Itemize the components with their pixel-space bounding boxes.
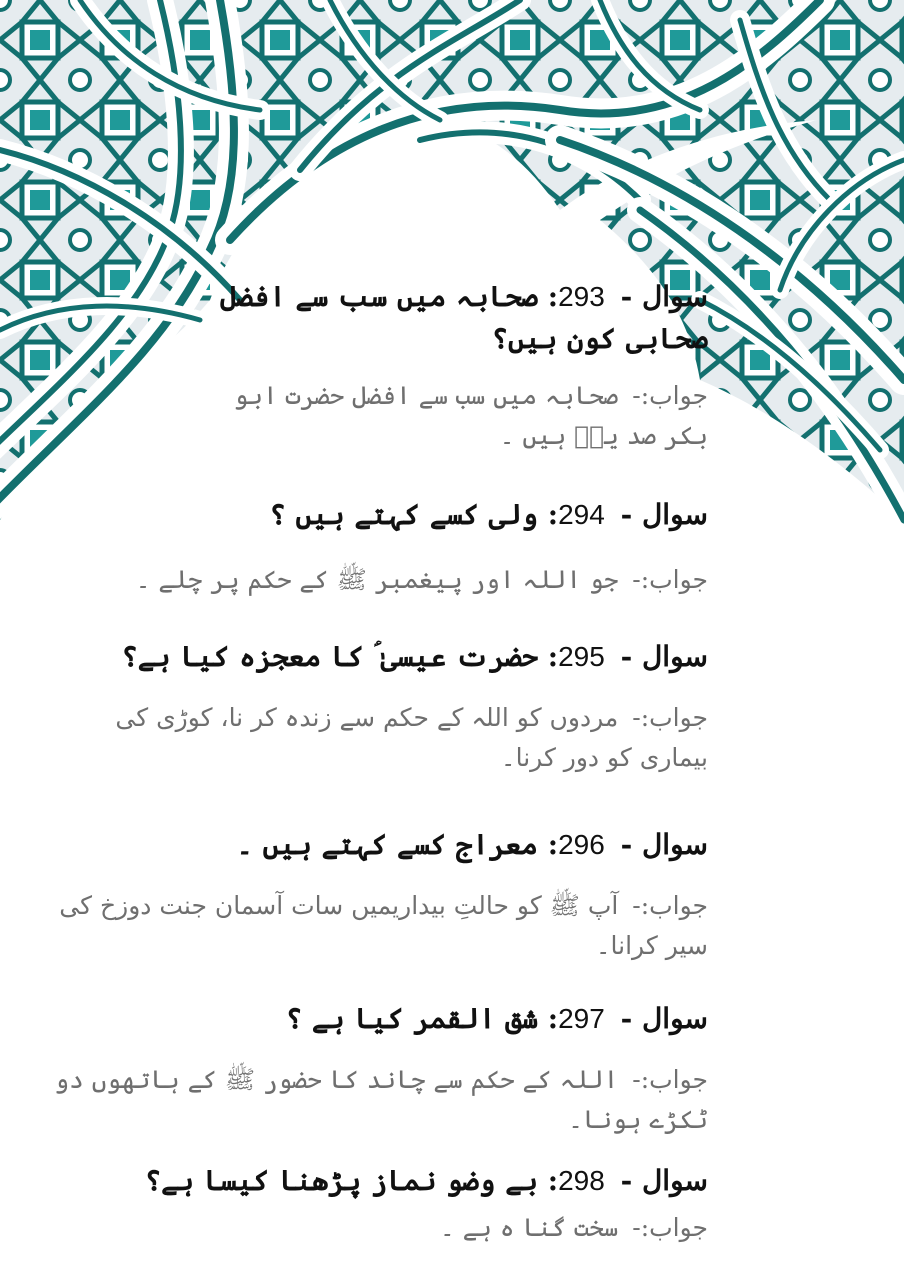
question-number: 295 (558, 641, 605, 672)
answer-prefix: جواب:- (632, 565, 708, 594)
question-number: 298 (558, 1165, 605, 1196)
answer-prefix: جواب:- (632, 381, 708, 410)
answer-text: آپ ﷺ کو حالتِ بیداریمیں سات آسمان جنت دوزخ کی سیر کرانا۔ (59, 891, 708, 960)
question-text: : شق القمر کیا ہے ؟ (285, 1002, 559, 1035)
qa-block-296 (40, 824, 708, 966)
question-293 (200, 276, 708, 360)
question-prefix: سوال - (610, 1164, 708, 1197)
question-text: : بے وضو نماز پڑھنا کیسا ہے؟ (144, 1164, 559, 1197)
question-text: : ولی کسے کہتے ہیں ؟ (269, 498, 559, 531)
question-number: 294 (558, 499, 605, 530)
question-prefix: سوال - (610, 498, 708, 531)
answer-296 (40, 886, 708, 966)
question-text: : معراج کسے کہتے ہیں ۔ (236, 828, 559, 861)
question-prefix: سوال - (610, 1002, 708, 1035)
question-298 (40, 1160, 708, 1202)
question-number: 297 (558, 1003, 605, 1034)
question-295 (40, 636, 708, 678)
qa-block-298 (40, 1160, 708, 1248)
answer-text: مردوں کو اللہ کے حکم سے زندہ کر نا، کوڑی کی بیماری کو دور کرنا۔ (115, 703, 708, 772)
question-prefix: سوال - (610, 280, 708, 313)
qa-block-295 (40, 636, 708, 778)
answer-298 (40, 1208, 708, 1248)
question-296 (40, 824, 708, 866)
question-297 (40, 998, 708, 1040)
answer-prefix: جواب:- (632, 891, 708, 920)
answer-text: سخت گنا ہ ہے ۔ (440, 1213, 619, 1242)
question-text: : صحابہ میں سب سے افضل صحابی کون ہیں؟ (220, 280, 708, 355)
answer-prefix: جواب:- (632, 703, 708, 732)
qa-block-294 (40, 494, 708, 600)
question-294 (40, 494, 708, 536)
question-text: : حضرت عیسیٰ ؑ کا معجزہ کیا ہے؟ (121, 640, 559, 673)
question-prefix: سوال - (610, 828, 708, 861)
answer-297 (40, 1060, 708, 1140)
qa-block-293 (200, 276, 708, 456)
answer-text: جو اللہ اور پیغمبر ﷺ کے حکم پر چلے ۔ (135, 565, 619, 594)
answer-295 (40, 698, 708, 778)
answer-prefix: جواب:- (632, 1065, 708, 1094)
answer-293 (200, 376, 708, 456)
qa-block-297 (40, 998, 708, 1140)
question-number: 296 (558, 829, 605, 860)
answer-text: اللہ کے حکم سے چاند کا حضور ﷺ کے ہاتھوں دو ٹکڑے ہونا۔ (54, 1065, 708, 1134)
answer-294 (40, 560, 708, 600)
question-number: 293 (558, 281, 605, 312)
question-prefix: سوال - (610, 640, 708, 673)
answer-text: صحابہ میں سب سے افضل حضرت ابو بکر صد یقؓ ہیں ۔ (233, 381, 708, 450)
answer-prefix: جواب:- (632, 1213, 708, 1242)
